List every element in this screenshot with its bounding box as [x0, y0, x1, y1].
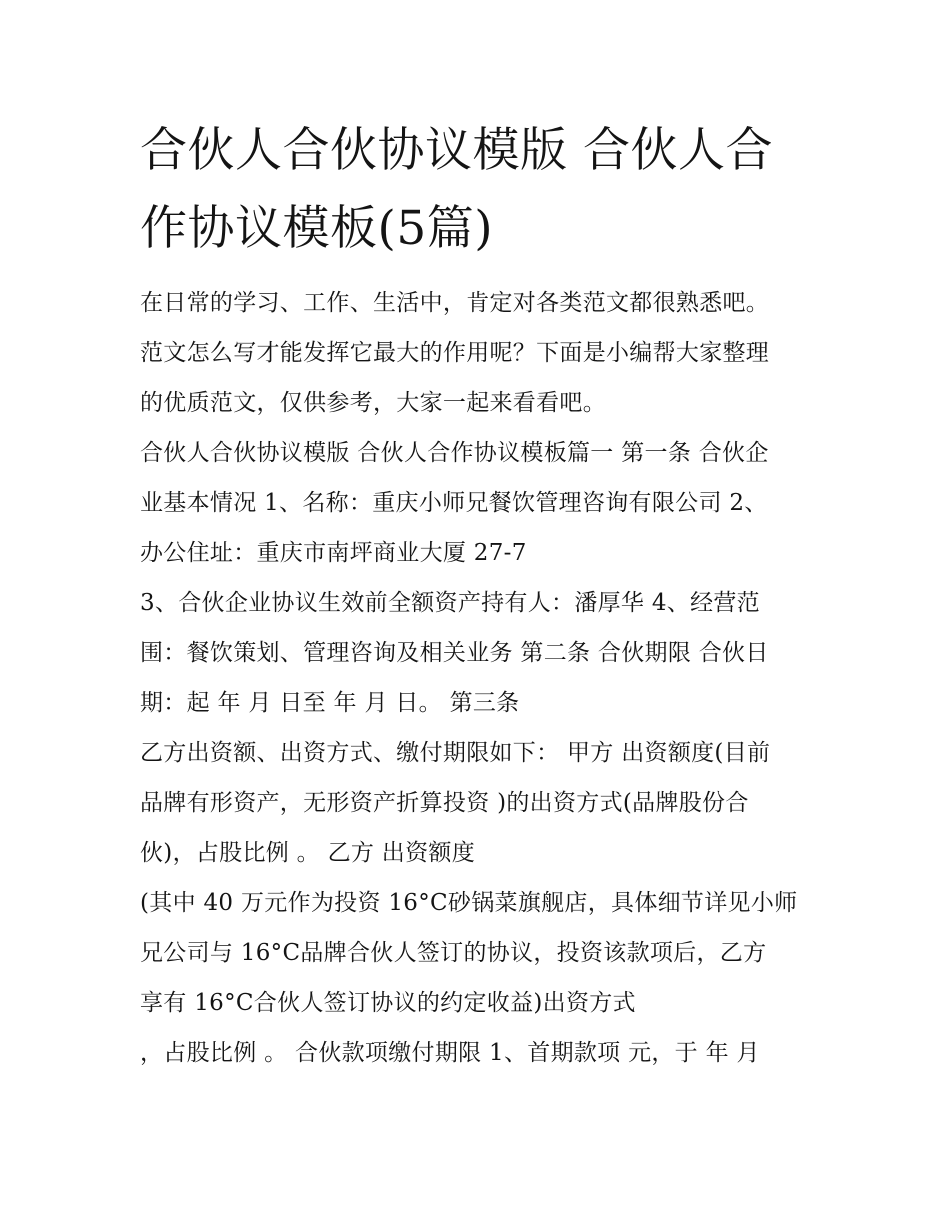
body-line: 业基本情况 1、名称：重庆小师兄餐饮管理咨询有限公司 2、	[140, 490, 768, 516]
body-line: 办公住址：重庆市南坪商业大厦 27-7	[140, 540, 527, 566]
body-line: 在日常的学习、工作、生活中，肯定对各类范文都很熟悉吧。	[140, 290, 770, 316]
body-line: 范文怎么写才能发挥它最大的作用呢？下面是小编帮大家整理	[140, 340, 770, 366]
title-line: 作协议模板(5篇)	[140, 201, 494, 256]
body-line: ，占股比例 。 合伙款项缴付期限 1、首期款项 元，于 年 月	[140, 1040, 760, 1066]
body-line: (其中 40 万元作为投资 16°C砂锅菜旗舰店，具体细节详见小师	[140, 890, 798, 916]
body-line: 期：起 年 月 日至 年 月 日。 第三条	[140, 690, 520, 716]
body-line: 的优质范文，仅供参考，大家一起来看看吧。	[140, 390, 606, 416]
body-line: 围：餐饮策划、管理咨询及相关业务 第二条 合伙期限 合伙日	[140, 640, 769, 666]
body-line: 兄公司与 16°C品牌合伙人签订的协议，投资该款项后，乙方	[140, 940, 767, 966]
body-line: 品牌有形资产，无形资产折算投资 )的出资方式(品牌股份合	[140, 790, 749, 816]
body-line: 享有 16°C合伙人签订协议的约定收益)出资方式	[140, 990, 636, 1016]
document-body	[140, 278, 820, 1078]
body-line: 3、合伙企业协议生效前全额资产持有人：潘厚华 4、经营范	[140, 590, 760, 616]
body-line: 伙)，占股比例 。 乙方 出资额度	[140, 840, 476, 866]
body-line: 合伙人合伙协议模版 合伙人合作协议模板篇一 第一条 合伙企	[140, 440, 769, 466]
title-line: 合伙人合伙协议模版 合伙人合	[140, 123, 773, 178]
body-line: 乙方出资额、出资方式、缴付期限如下： 甲方 出资额度(目前	[140, 740, 771, 766]
document-title	[140, 112, 820, 268]
